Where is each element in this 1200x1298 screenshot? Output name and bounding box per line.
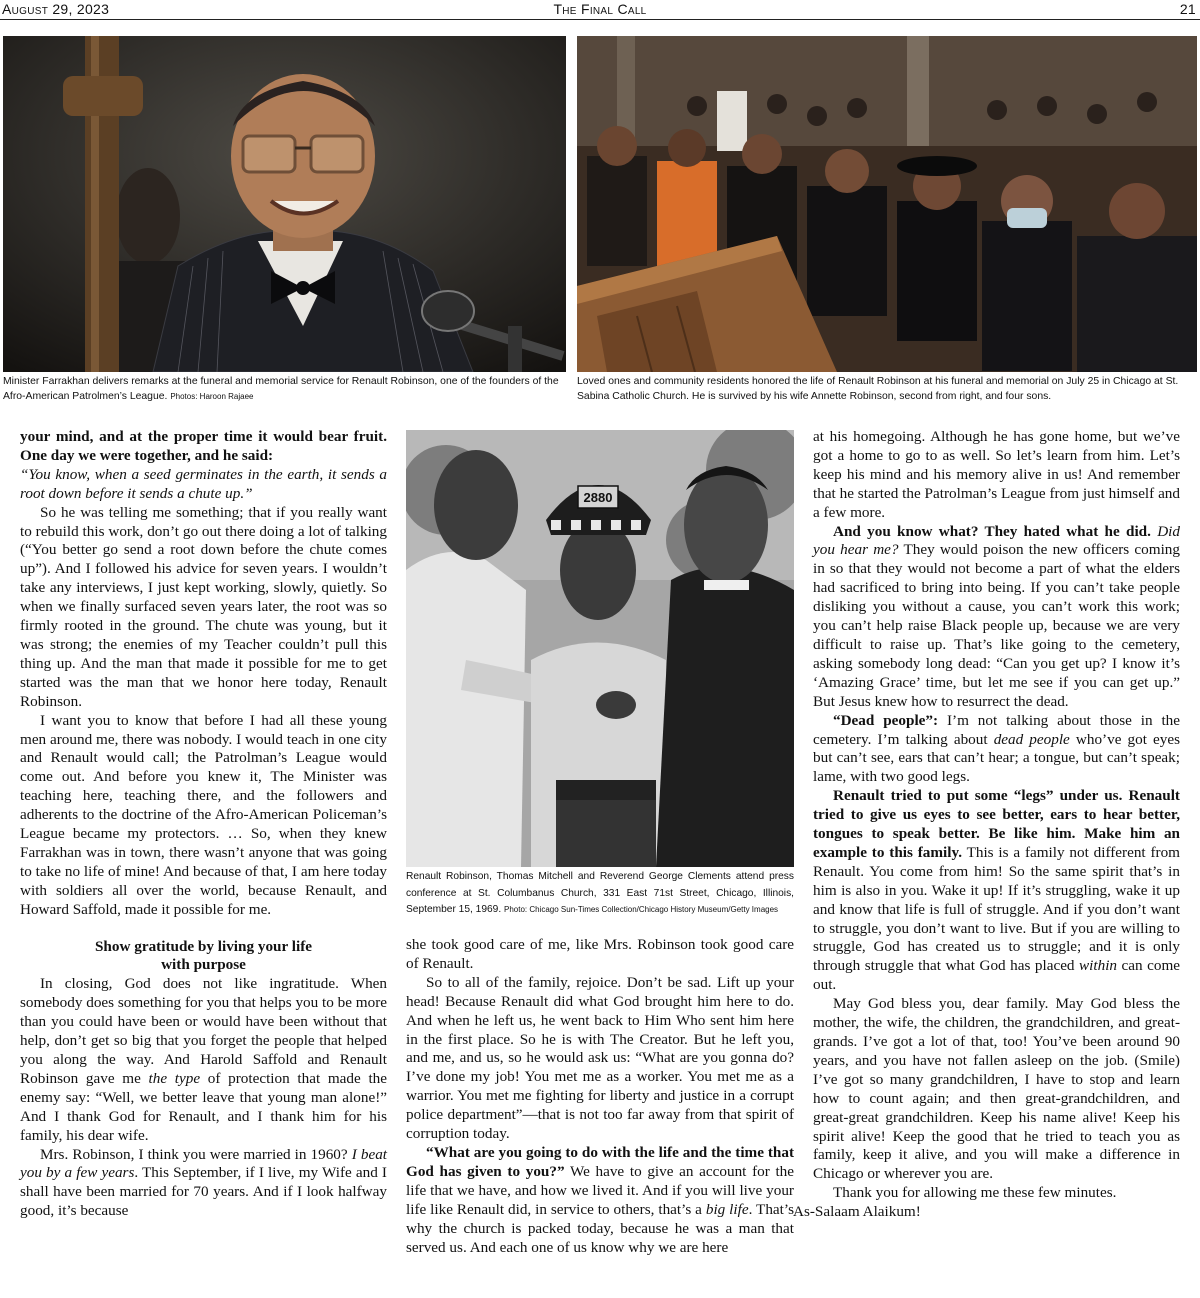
paragraph: she took good care of me, like Mrs. Robinson took good care of Renault. [406, 936, 794, 972]
italic-text: big life [705, 1200, 749, 1218]
italic-text: within [1079, 957, 1118, 975]
paragraph [813, 523, 1180, 712]
photo-credit: Photos: Haroon Rajaee [170, 392, 254, 401]
paragraph: I want you to know that before I had all these young men around me, there was nobody. I would teach in one city and Renault would call; the Patrolman’s League would come out. And before you knew it, The Minister was teaching here, teaching there, and the followers and adherents to the doctrine of the Afro-American Policeman’s League became my protectors. … So, when they knew Farrakhan was in town, there wasn’t anyone that was going to take no life of mine! And because of that, I am here today with soldiers all over the world, because Renault, and Howard Saffold, made it possible for me. [20, 711, 387, 918]
text-run: Thank you for allowing me these few minutes. [833, 1184, 1117, 1202]
text-run: They would poison the new officers coming in so that they would not become a part of what the elders had sacrificed to bring into being. If you can’t take people disliking you without a cause, you can’t work this work; you can’t help raise Black people up, because we are very difficult to raise up. That’s like going to the cemetery, asking somebody long dead: “Can you get up? I know it’s ‘Amazing Grace’ time, but let me see if you can get up.” But Jesus knew how to resurrect the dead. [813, 541, 1180, 710]
paragraph [793, 1184, 1180, 1222]
text-run: . That’s why the church is packed today, because he was a man that served us. And each one of us know why we are here [406, 1200, 794, 1256]
police-badge-number: 2880 [583, 490, 613, 505]
photo-credit: Photo: Chicago Sun-Times Collection/Chicago History Museum/Getty Images [504, 905, 779, 914]
issue-date: August 29, 2023 [2, 1, 110, 17]
subhead-line: Show gratitude by living your life [94, 937, 312, 955]
italic-text: I beat you by a few years [20, 1145, 388, 1182]
text-run: We have to give an account for the life that we have, and how we lived it. And if you will live your life like Renault did, in service to others, that’s a [406, 1162, 794, 1218]
photo-1969-press-conference [406, 430, 794, 867]
paragraph [20, 975, 387, 1145]
italic-quote: “You know, when a seed germinates in the earth, it sends a root down before it sends a chute up.” [20, 465, 387, 502]
paragraph [813, 787, 1180, 995]
paragraph [406, 1144, 794, 1257]
closing-salutation: As-Salaam Alaikum! [793, 1203, 921, 1221]
photo-caption-left [3, 374, 569, 404]
text-run: Mrs. Robinson, I think you were married in 1960? [40, 1145, 348, 1163]
paragraph [20, 1146, 387, 1222]
subhead-line: with purpose [161, 956, 246, 974]
bold-text: “What are you going to do with the life and the time that God has given to you?” [406, 1143, 794, 1180]
paragraph: May God bless you, dear family. May God bless the mother, the wife, the children, the grandchildren, and great-grands. I’ve got a lot of that, too! You’ve been around 90 years, and you have not fallen asleep on the job. (Smile) I’ve got so many grandchildren, I have to stop and learn how to count again; and then great-grandchildren, and great-great grandchildren. Keep his name alive! Keep his spirit alive! Keep the good that he tried to teach you as family, keep it alive, and you will make a difference in Chicago or wherever you are. [813, 995, 1180, 1183]
text-run: I’m not talking about those in the cemetery. I’m talking about [813, 711, 1180, 748]
bold-text: Renault tried to put some “legs” under us. Renault tried to give us eyes to see better, ears to hear better, tongues to speak better. Be like him. Make him an example to this family. [813, 787, 1180, 861]
text-run: can come out. [813, 957, 1181, 994]
section-subhead [20, 938, 387, 976]
text-run: who’ve got eyes but can’t see, ears that can’t hear; a tongue, but can’t speak; lame, with two good legs. [813, 730, 1181, 786]
photo-caption-middle [406, 869, 794, 919]
text-run: of protection that made the enemy say: “Well, we better leave that young man alone!” And I thank God for Renault, and I thank him for his family, his dear wife. [20, 1069, 388, 1144]
italic-text: Did you hear me? [813, 522, 1180, 559]
paragraph: So to all of the family, rejoice. Don’t be sad. Lift up your head! Because Renault did what God brought him here to do. And when he left us, he went back to Him Who sent him here in the first place. So he is with The Creator. But he left you, and me, and us, so he would ask us: “What are you gonna do? I’ve done my job! You met me as a worker. You met me as a warrior. You met me fighting for liberty and justice in a corrupt police department”—that is not too far away from that spirit of corruption today. [406, 973, 794, 1143]
photo-church-mourners [577, 36, 1197, 372]
article-column-2 [406, 936, 794, 1257]
caption-text: Minister Farrakhan delivers remarks at the funeral and memorial service for Renault Robinson, one of the founders of the Afro-American Patrolmen’s League. [3, 376, 559, 402]
caption-text: Renault Robinson, Thomas Mitchell and Reverend George Clements attend press conference at St. Columbanus Church, 331 East 71st Street, Chicago, Illinois, September 15, 1969. [406, 871, 794, 915]
page-header [0, 0, 1200, 20]
article-column-1 [20, 428, 387, 1221]
text-run: This is a family not different from Renault. You come from him! So the same spirit that’s in him is also in you. Wake it up! If it’s struggling, wake it up and know that life is full of struggle. And if you don’t want to struggle, you don’t want to live. But if you are willing to struggle, God has created us to struggle; and it is only through struggle that what God has placed [813, 843, 1180, 975]
bold-text: And you know what? They hated what he did. [833, 522, 1151, 540]
paragraph: at his homegoing. Although he has gone home, but we’ve got a home to go to as well. So let’s learn from him. Let’s keep his mind and his memory alive in us! And remember that he started the Patrolman’s League from just himself and a few more. [813, 428, 1180, 521]
photo-speaker-at-podium [3, 36, 566, 372]
publication-name: The Final Call [553, 1, 647, 17]
paragraph: So he was telling me something; that if you really want to rebuild this work, don’t go out there doing a lot of talking (“You better go send a root down before the chute comes up”). And I followed his advice for seven years. I wouldn’t take any interviews, I just kept working, slowly, quietly. So when we finally surfaced seven years later, the root was so firmly rooted in the ground. The chute was young, but it was strong; the enemies of my Teacher couldn’t pull this thing up. And the man that made it possible for me to get started was the man that we honor here today, Renault Robinson. [20, 503, 387, 710]
bold-text: your mind, and at the proper time it would bear fruit. One day we were together, and he said: [20, 428, 387, 464]
text-run: In closing, God does not like ingratitude. When somebody does something for you that helps you to be more than you could have been or would have been without that help, don’t get so big that you forget the people that helped you along the way. And Harold Saffold and Renault Robinson gave me [20, 975, 387, 1087]
paragraph [813, 712, 1180, 788]
photo-caption-right [577, 374, 1197, 404]
article-column-3 [793, 428, 1181, 1222]
bold-text: “Dead people”: [833, 711, 939, 729]
text-run: . This September, if I live, my Wife and I shall have been married for 70 years. And if I look halfway good, it’s because [20, 1164, 387, 1220]
page-number: 21 [1179, 1, 1196, 17]
paragraph [20, 428, 387, 504]
caption-text: Loved ones and community residents honored the life of Renault Robinson at his funeral and memorial on July 25 in Chicago at St. Sabina Catholic Church. He is survived by his wife Annette Robinson, second from right, and four sons. [577, 376, 1179, 402]
italic-text: the type [148, 1069, 201, 1087]
italic-text: dead people [993, 730, 1070, 748]
